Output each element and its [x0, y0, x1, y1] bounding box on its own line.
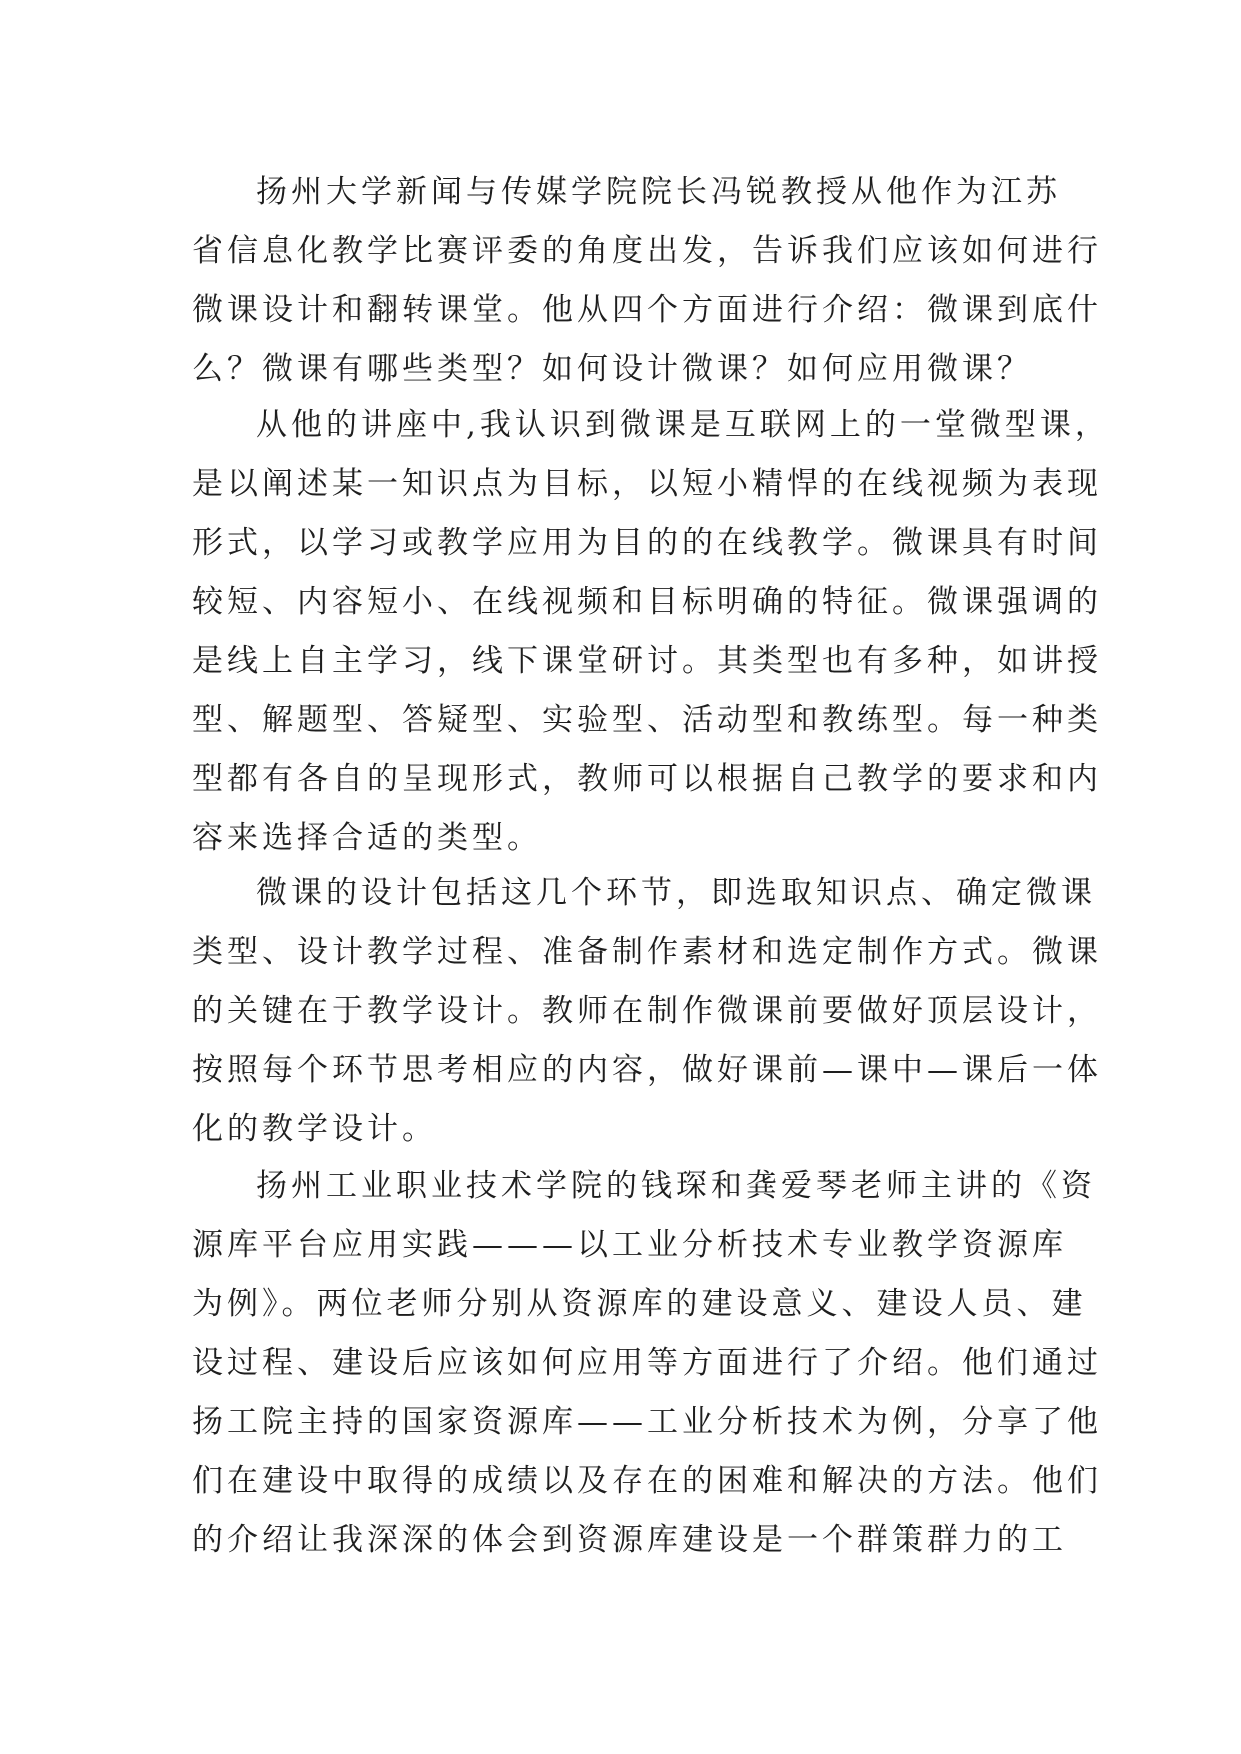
text-line: 微课设计和翻转课堂。他从四个方面进行介绍：微课到底什: [192, 292, 1102, 328]
text-line: 么？微课有哪些类型？如何设计微课？如何应用微课？: [192, 351, 1032, 387]
text-line: 源库平台应用实践———以工业分析技术专业教学资源库: [192, 1227, 1067, 1263]
text-line: 型都有各自的呈现形式，教师可以根据自己教学的要求和内: [192, 761, 1102, 797]
text-line: 的关键在于教学设计。教师在制作微课前要做好顶层设计，: [192, 993, 1102, 1029]
text-line: 微课的设计包括这几个环节，即选取知识点、确定微课: [256, 875, 1096, 911]
paragraph-4: [192, 1157, 1102, 1570]
text-line: 形式，以学习或教学应用为目的的在线教学。微课具有时间: [192, 525, 1102, 561]
text-line: 化的教学设计。: [192, 1111, 437, 1147]
text-line: 是线上自主学习，线下课堂研讨。其类型也有多种，如讲授: [192, 643, 1102, 679]
text-line: 较短、内容短小、在线视频和目标明确的特征。微课强调的: [192, 584, 1102, 620]
text-line: 扬工院主持的国家资源库——工业分析技术为例，分享了他: [192, 1404, 1102, 1440]
text-line: 扬州工业职业技术学院的钱琛和龚爱琴老师主讲的《资: [256, 1168, 1096, 1204]
text-line: 从他的讲座中,我认识到微课是互联网上的一堂微型课，: [256, 407, 1110, 443]
text-line: 省信息化教学比赛评委的角度出发，告诉我们应该如何进行: [192, 233, 1102, 269]
text-line: 设过程、建设后应该如何应用等方面进行了介绍。他们通过: [192, 1345, 1102, 1381]
paragraph-3: [192, 864, 1102, 1159]
text-line: 容来选择合适的类型。: [192, 820, 542, 856]
text-line: 扬州大学新闻与传媒学院院长冯锐教授从他作为江苏: [256, 174, 1061, 210]
text-line: 是以阐述某一知识点为目标，以短小精悍的在线视频为表现: [192, 466, 1102, 502]
text-line: 为例》。两位老师分别从资源库的建设意义、建设人员、建: [192, 1286, 1087, 1322]
text-line: 们在建设中取得的成绩以及存在的困难和解决的方法。他们: [192, 1463, 1102, 1499]
text-line: 的介绍让我深深的体会到资源库建设是一个群策群力的工: [192, 1522, 1067, 1558]
text-line: 按照每个环节思考相应的内容，做好课前—课中—课后一体: [192, 1052, 1102, 1088]
text-line: 型、解题型、答疑型、实验型、活动型和教练型。每一种类: [192, 702, 1102, 738]
paragraph-1: [192, 163, 1102, 399]
text-line: 类型、设计教学过程、准备制作素材和选定制作方式。微课: [192, 934, 1102, 970]
paragraph-2: [192, 396, 1110, 868]
